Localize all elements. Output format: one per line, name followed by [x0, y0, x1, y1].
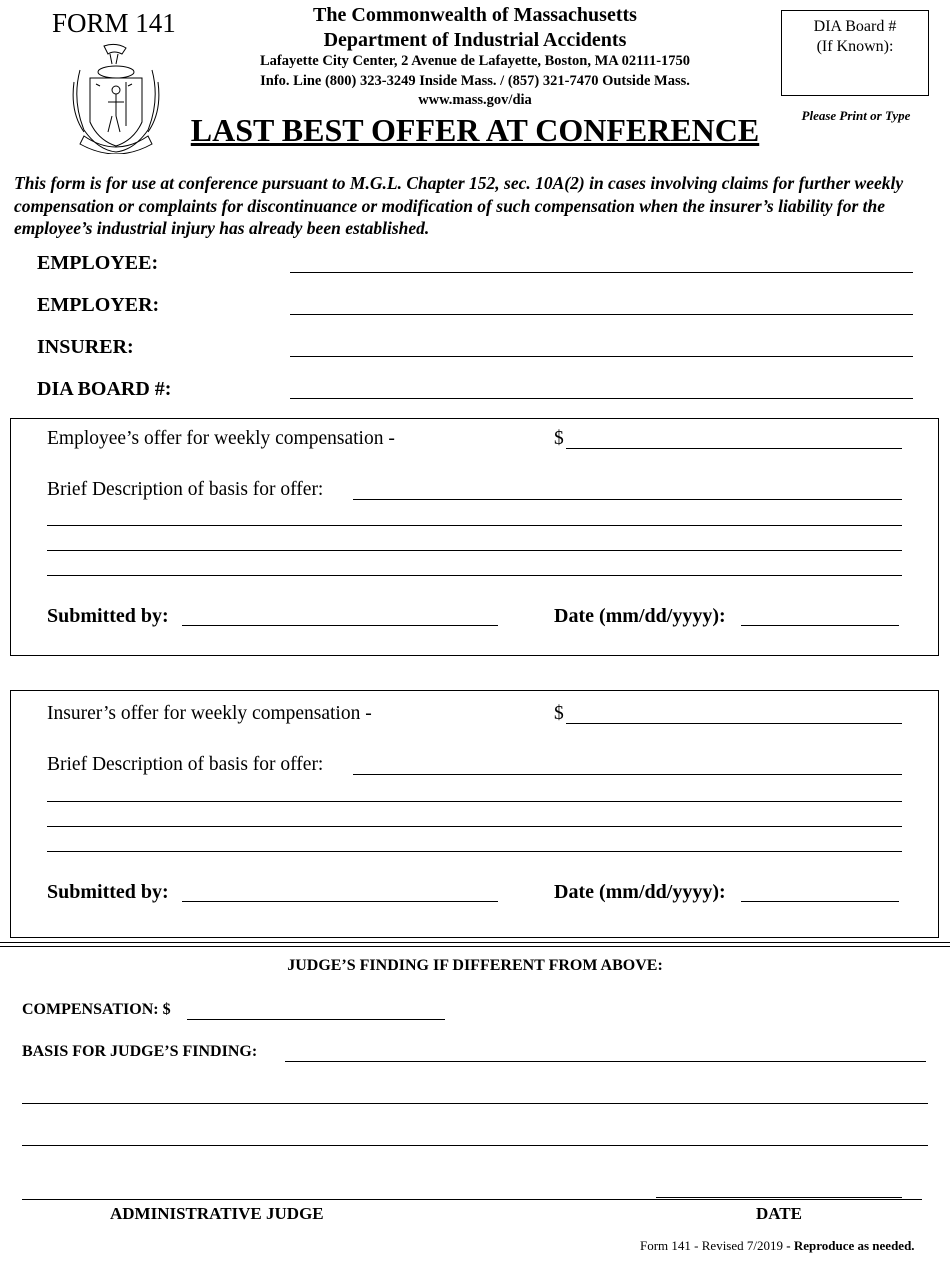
footer-reproduce: - Reproduce as needed. — [783, 1238, 915, 1253]
section-divider — [0, 942, 950, 947]
insurer-dollar-sign: $ — [554, 703, 564, 724]
judge-basis-label: BASIS FOR JUDGE’S FINDING: — [22, 1043, 258, 1060]
employer-label: EMPLOYER: — [37, 294, 160, 316]
form-number: FORM 141 — [52, 8, 176, 38]
agency-line-1: The Commonwealth of Massachusetts — [313, 4, 637, 26]
judge-signature-line[interactable] — [22, 1199, 922, 1200]
employee-field[interactable] — [290, 272, 913, 273]
employee-basis-line-3[interactable] — [47, 550, 902, 551]
administrative-judge-label: ADMINISTRATIVE JUDGE — [110, 1204, 324, 1223]
agency-website[interactable]: www.mass.gov/dia — [418, 92, 532, 108]
board-box-label-2: (If Known): — [816, 38, 894, 55]
employee-offer-amount-field[interactable] — [566, 448, 902, 449]
form-title: LAST BEST OFFER AT CONFERENCE — [190, 112, 760, 148]
insurer-basis-line-3[interactable] — [47, 826, 902, 827]
insurer-label: INSURER: — [37, 336, 134, 358]
employee-submitted-field[interactable] — [182, 625, 498, 626]
insurer-field[interactable] — [290, 356, 913, 357]
agency-info-line: Info. Line (800) 323-3249 Inside Mass. / (857) 321-7470 Outside Mass. — [260, 73, 690, 89]
intro-paragraph: This form is for use at conference pursuant to M.G.L. Chapter 152, sec. 10A(2) in cases involving claims for further weekly compensation or complaints for discontinuance or modification of such compensation when the insurer’s liability for the employee’s industrial injury has already been established. — [14, 173, 904, 238]
dia-board-label: DIA BOARD #: — [37, 378, 172, 400]
judge-date-line[interactable] — [656, 1197, 902, 1198]
judge-basis-field[interactable] — [285, 1061, 926, 1062]
footer-note — [640, 1238, 915, 1254]
employee-date-label: Date (mm/dd/yyyy): — [554, 605, 726, 627]
dia-board-field[interactable] — [290, 398, 913, 399]
print-note: Please Print or Type — [801, 108, 911, 123]
judge-compensation-field[interactable] — [187, 1019, 445, 1020]
employee-label: EMPLOYEE: — [37, 252, 159, 274]
employee-basis-line-2[interactable] — [47, 525, 902, 526]
employee-basis-line-4[interactable] — [47, 575, 902, 576]
insurer-submitted-field[interactable] — [182, 901, 498, 902]
insurer-submitted-label: Submitted by: — [47, 881, 169, 903]
insurer-date-label: Date (mm/dd/yyyy): — [554, 881, 726, 903]
state-seal-icon — [70, 42, 162, 154]
judge-date-label: DATE — [756, 1204, 802, 1223]
insurer-offer-amount-field[interactable] — [566, 723, 902, 724]
insurer-date-field[interactable] — [741, 901, 899, 902]
insurer-offer-label: Insurer’s offer for weekly compensation - — [47, 703, 372, 724]
employee-offer-label: Employee’s offer for weekly compensation - — [47, 428, 395, 449]
judge-section-heading: JUDGE’S FINDING IF DIFFERENT FROM ABOVE: — [287, 957, 663, 974]
employer-field[interactable] — [290, 314, 913, 315]
dia-board-box[interactable] — [781, 10, 929, 96]
insurer-basis-field[interactable] — [353, 774, 902, 775]
employee-dollar-sign: $ — [554, 428, 564, 449]
footer-revision: Form 141 - Revised 7/2019 — [640, 1238, 783, 1253]
employee-submitted-label: Submitted by: — [47, 605, 169, 627]
employee-basis-field[interactable] — [353, 499, 902, 500]
insurer-basis-line-4[interactable] — [47, 851, 902, 852]
board-box-label-1: DIA Board # — [813, 18, 897, 35]
employee-date-field[interactable] — [741, 625, 899, 626]
agency-address: Lafayette City Center, 2 Avenue de Lafayette, Boston, MA 02111-1750 — [259, 53, 691, 69]
judge-basis-line-3[interactable] — [22, 1145, 928, 1146]
judge-basis-line-2[interactable] — [22, 1103, 928, 1104]
insurer-basis-line-2[interactable] — [47, 801, 902, 802]
judge-compensation-label: COMPENSATION: $ — [22, 1001, 171, 1018]
agency-line-2: Department of Industrial Accidents — [323, 29, 627, 51]
employee-basis-label: Brief Description of basis for offer: — [47, 479, 324, 500]
insurer-basis-label: Brief Description of basis for offer: — [47, 754, 324, 775]
